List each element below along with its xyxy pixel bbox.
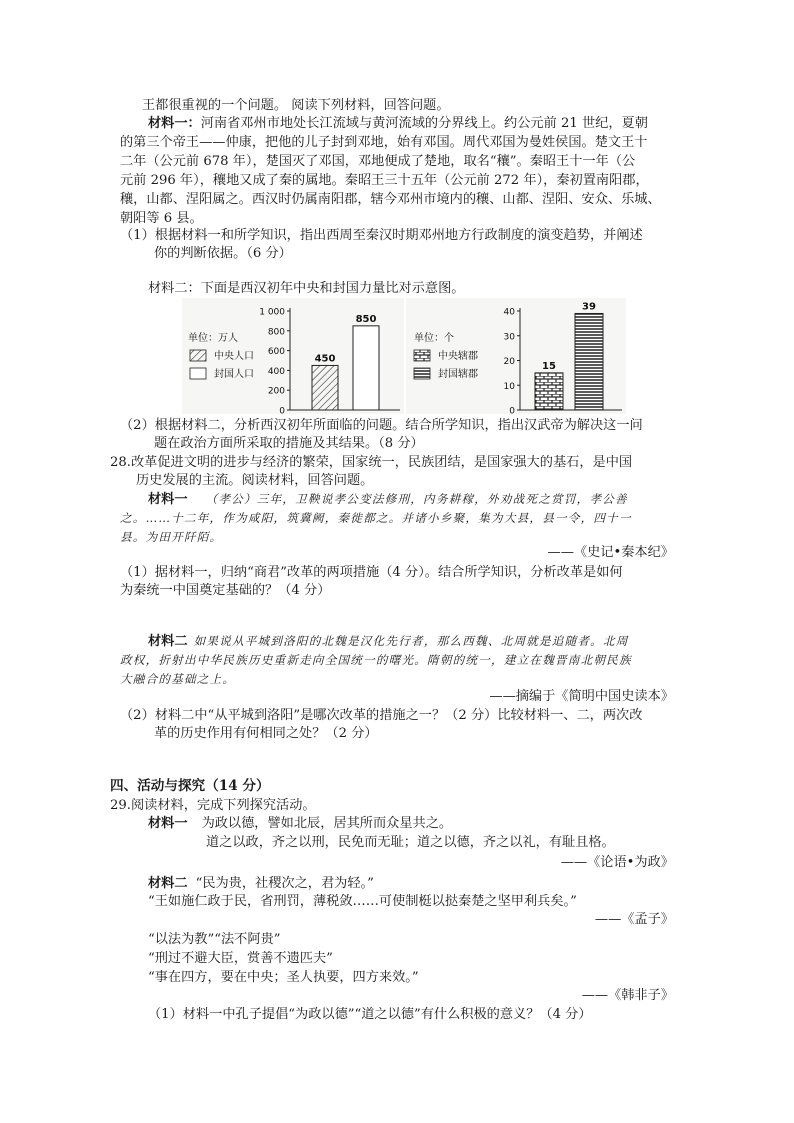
y-tick-label: 600 [267,347,285,358]
q28-material-2-line-2: 政权，折射出中华民族历史重新走向全国统一的曙光。隋朝的统一，建立在魏晋南北朝民族 [120,653,632,667]
y-tick-label: 200 [267,386,285,397]
commandery-chart-svg [406,298,626,414]
q29-material-1-line-2: 道之以政，齐之以刑，民免而无耻；道之以德，齐之以礼，有耻且格。 [206,835,615,850]
y-tick-label: 0 [279,406,285,414]
question-28-2-line-2: 革的历史作用有何相同之处？（2 分） [154,726,378,741]
commandery-bars [535,301,603,410]
intro-line: 王都很重视的一个问题。 阅读下列材料，回答问题。 [142,98,450,113]
material-1-line-2: 的第三个帝王——仲康，把他的儿子封到邓地，始有邓国。周代邓国为曼姓侯国。楚文王十 [120,135,648,150]
population-bars [312,314,379,410]
q29-material-2-line-5: “事在四方，要在中央；圣人执要，四方来效。” [148,970,419,985]
material-1-line-3: 二年（公元前 678 年），楚国灭了邓国，邓地便成了楚地，取名“穰”。秦昭王十一年（公 [120,154,636,169]
question-2-line-2: 题在政治方面所采取的措施及其结果。（8 分） [154,436,424,451]
question-28-line-2: 历史发展的主流。阅读材料，回答问题。 [136,473,374,488]
question-1-line-1: （1）根据材料一和所学知识，指出西周至秦汉时期邓州地方行政制度的演变趋势，并阐述 [120,228,643,243]
y-tick-label: 30 [503,332,515,343]
bar-value-label: 39 [582,301,596,313]
y-tick-label: 800 [267,327,285,338]
legend-central-commandery: 中央辖郡 [438,351,478,362]
y-tick-label: 400 [267,366,285,377]
population-y-ticks [259,308,290,415]
legend-fief-population-swatch [190,368,206,379]
question-28-2-line-1: （2）材料二中“从平城到洛阳”是哪次改革的措施之一？（2 分）比较材料一、二，两次改 [120,708,643,723]
q29-material-1-line-1: 材料一 为政以德，譬如北辰，居其所而众星共之。 [148,816,453,831]
q29-material-2-line-1: 材料二 “民为贵，社稷次之，君为轻。” [148,876,374,891]
question-28-1-line-2: 为秦统一中国奠定基础的？（4 分） [120,583,331,598]
bar-value-label: 15 [542,360,556,372]
legend-fief-commandery: 封国辖郡 [438,369,478,380]
y-tick-label: 0 [509,406,515,414]
q28-material-1-line-3: 县。为田开阡陌。 [120,530,223,544]
bar-central [535,373,563,410]
legend-central-population-swatch [190,350,206,361]
y-tick-label: 40 [503,307,515,318]
bar-fief [353,326,379,410]
q29-material-1-label: 材料一 [148,816,188,831]
population-unit-label: 单位：万人 [188,333,238,344]
q28-material-1-source: ——《史记•秦本纪》 [547,545,674,560]
material-1-line-6: 朝阳等 6 县。 [120,211,203,226]
bar-value-label: 450 [314,353,336,365]
y-tick-label: 20 [503,357,515,367]
bar-value-label: 850 [355,313,377,325]
section-4-heading: 四、活动与探究（14 分） [110,778,270,794]
q28-material-2-label: 材料二 [148,634,188,649]
q28-material-2-line-1: 材料二 如果说从平城到洛阳的北魏是汉化先行者，那么西魏、北周就是追随者。北周 [148,634,629,649]
q28-material-1-line-1: 材料一 （孝公）三年，卫鞅说孝公变法修刑，内务耕稼，外劝战死之赏罚，孝公善 [148,492,628,507]
q29-material-2-line-2: “王如施仁政于民，省刑罚，薄税敛……可使制梃以挞秦楚之坚甲利兵矣。” [148,894,577,909]
legend-central-commandery-swatch [414,350,430,361]
material-1-line-4: 元前 296 年），穰地又成了秦的属地。秦昭王三十五年（公元前 272 年），秦初置南阳郡， [120,173,649,188]
population-chart-svg [182,298,404,414]
population-chart [182,298,404,414]
q28-material-1-line-2: 之。……十二年，作为咸阳，筑冀阙，秦徙都之。并诸小乡聚，集为大县，县一令，四十一 [120,511,632,525]
commandery-y-ticks [504,308,520,415]
legend-central-population: 中央人口 [214,351,254,362]
y-tick-label: 10 [503,381,515,392]
question-1-line-2: 你的判断依据。（6 分） [154,246,292,261]
material-2-title: 材料二：下面是西汉初年中央和封国力量比对示意图。 [148,281,465,296]
commandery-chart [406,298,626,414]
material-1-line-1: 材料一：河南省邓州市地处长江流域与黄河流域的分界线上。约公元前 21 世纪，夏朝 [148,116,648,131]
legend-fief-commandery-swatch [414,368,430,379]
y-tick-label: 1 000 [259,307,285,318]
q29-material-2-source-1: ——《孟子》 [594,912,674,927]
q29-material-2-source-2: ——《韩非子》 [581,988,674,1003]
q29-material-2-label: 材料二 [148,876,188,891]
question-29-intro: 29.阅读材料，完成下列探究活动。 [110,798,316,813]
material-1-label: 材料一： [148,116,201,131]
q28-material-1-label: 材料一 [148,492,188,507]
question-28-1-line-1: （1）据材料一，归纳“商君”改革的两项措施（4 分）。结合所学知识，分析改革是如何 [120,565,623,580]
q29-material-1-source: ——《论语•为政》 [560,855,674,870]
bar-central [312,365,338,410]
q28-material-2-source: ——摘编于《简明中国史读本》 [489,689,674,704]
question-28-line-1: 28.改革促进文明的进步与经济的繁荣，国家统一，民族团结，是国家强大的基石，是中国 [110,455,633,470]
q28-material-2-line-3: 大融合的基础之上。 [120,672,236,686]
bar-fief [575,313,603,410]
q29-material-2-line-4: “刑过不避大臣，赏善不遗匹夫” [148,951,333,966]
material-1-line-5: 穰，山都、涅阳属之。西汉时仍属南阳郡，辖今邓州市境内的穰、山都、涅阳、安众、乐城、 [120,192,661,207]
commandery-unit-label: 单位：个 [414,333,454,344]
q29-material-2-line-3: “以法为教”“法不阿贵” [148,932,281,947]
question-29-1: （1）材料一中孔子提倡“为政以德”“道之以德”有什么积极的意义？（4 分） [148,1007,592,1022]
question-2-line-1: （2）根据材料二，分析西汉初年所面临的问题。结合所学知识，指出汉武帝为解决这一问 [120,418,643,433]
legend-fief-population: 封国人口 [214,369,254,380]
